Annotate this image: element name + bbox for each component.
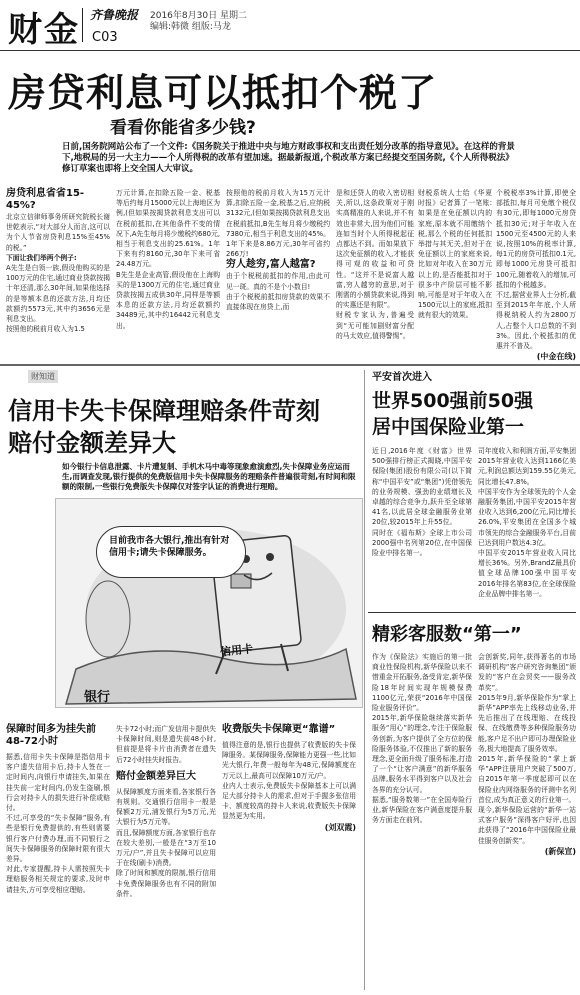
- story1-col5: [418, 188, 492, 321]
- story1-col1-text2: A先生是白领一族,假设他购买的是100万元的住宅,通过商业贷款按揭十年还清,那么30年间,如果他选择的是等额本息的还款方法,月均还款额约5573元,其中约3656元是利息支出。: [6, 264, 110, 324]
- story2-lead: 如今银行卡信息泄露、卡片遭复制、手机木马中毒等现象愈演愈烈,失卡保障业务应运而生,而调查发现,银行提供的免费版信用卡失卡保障服务的理赔条件普遍很苛刻,有时间和限额的限制,一些银行免费版失卡保障仅对签字认证的消费进行理赔。: [62, 462, 356, 491]
- story3-col2-text2: 中国平安作为全球领先的个人金融服务集团,中国平安2015年营业收入达到6,200亿元,同比增长26.0%,平安集团在全国多个城市领先的综合金融服务平台,目前已达到用户数达4.3亿。: [478, 487, 576, 547]
- story2-col2-text2: 从保障额度方面来看,各家银行各有规则。交通银行信用卡一般是保额2万元,浦发银行为5万元,光大银行为5万元等。: [116, 787, 216, 827]
- story1-col6: [496, 188, 576, 362]
- header-divider: [82, 8, 83, 42]
- story2-subhead2: 赔付金额差异巨大: [116, 770, 196, 782]
- story1-col2-text: 万元计算,在扣除五险一金、税基等后约每月15000元以上海地区为例,(但如果按揭贷款利息支出可以在税前抵扣,在其他条件不变的情况下,A先生每月将少缴税约680元,相当于利息支出的25.61%。1年下来有约8160元,30年下来可省24.48万元。: [116, 189, 220, 269]
- story2-credit: (刘双霞): [324, 822, 356, 832]
- story1-subhead2: 下面让我们举两个例子:: [6, 253, 77, 262]
- story4-col2-text2: 2015年9月,新华保险作为“掌上新华”APP率先上线移动业务,并先后推出了在线理赔、在线投保、在线缴费等多种保险服务功能,客户足不出户即可办理保险业务,极大地提高了服务效率。: [478, 693, 576, 753]
- story1-col1-text: 北京立信律师事务所研究院税长谢世乾表示,“对大部分人而言,这可以为个人节省房贷利息15%至45%的税。”: [6, 213, 110, 252]
- story1-subhead3: 穷人趁穷,富人越富?: [226, 259, 316, 271]
- column-divider: [364, 370, 365, 990]
- story2-subhead1: 保障时间多为挂失前48-72小时: [6, 724, 96, 747]
- story2-col2: [116, 724, 216, 899]
- story4-col2: [478, 652, 576, 857]
- story4-headline: 精彩客服数“第一”: [372, 624, 522, 645]
- story1-col1: [6, 188, 110, 334]
- issue-date: 2016年8月30日 星期二: [150, 11, 247, 21]
- story1-subhead1: 房贷利息省省15-45%?: [6, 188, 85, 211]
- editors-line: 编辑:韩微 组版:马龙: [150, 22, 231, 32]
- story4-col2-text: 会创新奖,同年,获得著名的市场调研机构“客户研究咨询集团”颁发的“客户在会贸奖——服务改革奖”。: [478, 653, 576, 692]
- story2-col2-text4: 除了时间和额度的限制,银行信用卡免费保障服务也有不同的附加条件。: [116, 869, 216, 898]
- story3-headline2: 居中国保险业第一: [372, 416, 525, 438]
- newspaper-logo: 齐鲁晚报: [90, 8, 139, 22]
- story2-col1-text: 据悉,信用卡失卡保障是指信用卡客户遗失信用卡后,持卡人签在一定时间内,向银行申请挂失,如果在挂失前一定时间内,仍发生盗刷,银行会对持卡人的损失进行补偿或赔付。: [6, 753, 110, 813]
- header-rule: [0, 50, 580, 51]
- story2-col1-text3: 对此,专家提醒,持卡人需按照失卡理赔服务相关规定的要求,及时申请挂失,方可享受相应理赔。: [6, 865, 110, 894]
- story1-col4-text2: 财税专家认为,普遍受到“无可能加剧财富分配的马太效应,值得警惕”。: [336, 311, 414, 340]
- story2-col3: [222, 724, 356, 833]
- card-label: 信用卡: [219, 642, 254, 659]
- story4-col1-text2: 2015年,新华保险继续落实新华服务“用心”的理念,专注于保险服务创新,为客户提供了全方位的保险服务体验,不仅推出了新的服务理念,更全面升级了服务标准,打造了一个“让客户满意”的新华服务品牌,服务水平得到客户以及社会各界的充分认可。: [372, 714, 472, 794]
- story1-col3-text: 按照他的税前月收入为15万元计算,扣除五险一金,税基之后,应纳税3132元,(但如果按揭贷款利息支出在税前抵扣,B先生每月将少缴税约7380元,相当于利息支出的45%。1年下来是8.86万元,30年可省约266万!: [226, 189, 330, 259]
- story2-headline2: 赔付金额差异大: [8, 429, 176, 457]
- story3-kicker: 平安首次进入: [372, 372, 432, 383]
- story1-credit: (中金在线): [536, 352, 576, 362]
- story3-bottom-rule: [368, 612, 576, 613]
- story2-col3-text: 值得注意的是,银行也提供了收费版的失卡保障服务。某保障服务,保障能力更强一些,比如光大银行,年费一般每年为48元,保障额度在万元以上,最高可以保障10万元/户。: [222, 741, 356, 780]
- story2-col1-text2: 不过,可享受的“失卡保障”服务,有些是银行免费提供的,有些则需要银行客户付费办理,而不同银行之间失卡保障服务的保障时限有很大差异。: [6, 814, 110, 864]
- story2-col3-text2: 业内人士表示,免费版失卡保障基本上可以满足大部分持卡人的需求,但对于手握多张信用卡、额度较高的持卡人来说,收费版失卡保障显然更为实用。: [222, 781, 356, 821]
- hand-label: 银行: [84, 690, 111, 705]
- story4-col2-text3: 2015年,新华保险的“掌上新华”APP注册用户突破了500万,自2015年第一季度起即可以在保险业内网络服务的评测中名列首位,成为真正意义的行业第一。: [478, 755, 576, 804]
- story2-col2-text: 失卡72小时;而广发信用卡提供失卡保障时间,则是遗失前48小时,但前提是将卡片由消费者在遗失后72小时挂失时报告。: [116, 725, 216, 764]
- story4-credit: (新保宣): [544, 846, 576, 856]
- story1-col4-text: 是和还贷人的收入密切相关,所以,这条政策对于刚实高精准的人来说,并不有效也非常大,因为他们可能连如当时个人所得税起征点都达不到。而如果放下这次免征额的收入,才能获得可观的收益和可贷性。“这并不是说富人越富,穷人越穷的意思,对于刚需的小额贷款来说,得到的实惠还是有限”。: [336, 189, 414, 310]
- story3-col2: [478, 446, 576, 599]
- story1-col4: [336, 188, 414, 341]
- story1-col3: [226, 188, 330, 312]
- story4-col1: [372, 652, 472, 825]
- story1-col3-text2: 由于个税税前抵扣的作用,由此可见一斑。真的不是个小数目!: [226, 272, 330, 291]
- story2-col2-text3: 而且,保障额度方面,各家银行也存在较大差别,一般是在“3万至10万元/户”,并且失卡保障可以应用于在线(刷卡)消费。: [116, 828, 216, 868]
- story1-col6-text2: 不过,据营业界人士分析,截至到2015年年底,个人所得税纳税人约为2800万人,占整个人口总数的不到3%。因此,个税抵扣的优惠并不普及。: [496, 291, 576, 351]
- story1-col5-text: 财税系统人士给《华夏时报》记者算了一笔账:如果是在免征额以内的家庭,原本就不用缴纳个税,那么个税的任何抵扣举措与其无关,但对于在免征额以上的家庭来说,比如对年收入在30万元以上的,是否能抵扣对于很多中产阶层可能不影响,可能是对于年收入在1500元以上的家庭,抵扣就有很大的效果。: [418, 189, 492, 320]
- story2-col1: [6, 724, 110, 895]
- story3-col2-text: 司年度收入和利润方面,平安集团2015年营业收入达到1166亿美元,利润总额达到159.55亿美元,同比增长47.8%。: [478, 447, 576, 486]
- story4-col2-text4: 现今,新华保险运营的“新华一站式客户服务”深得客户好评,也因此获得了“2016年中国保险业最佳服务创新奖”。: [478, 806, 576, 845]
- story3-headline1: 世界500强前50强: [372, 390, 534, 412]
- story2-subhead3: 收费版失卡保障更“靠谱”: [222, 724, 336, 735]
- cartoon-caption: 目前我市各大银行,推出有针对信用卡;请失卡保障服务。: [109, 536, 230, 558]
- story2-headline1: 信用卡失卡保障理赔条件苛刻: [8, 397, 320, 425]
- story4-col1-text3: 据悉,“服务数第一”在全国寿险行业,新华保险在客户满意度提升服务方面走在前列。: [372, 795, 472, 825]
- story3-col2-text3: 中国平安2015年营业收入同比增长36%。另外,BrandZ最具价值全球品牌100强中国平安2016年排名第83位,在全球保险企业品牌中排名第一。: [478, 549, 576, 598]
- story1-lead: 日前,国务院网站公布了一个文件:《国务院关于推进中央与地方财政事权和支出责任划分改革的指导意见》。在这样的背景下,地税局的另一大主力——个人所得税的改革有望加速。据最新报道,个税改革方案已经提交至国务院,《个人所得税法》修订草案也即将上交全国人大审议。: [62, 142, 515, 174]
- story1-col2-text2: B先生是企业高管,假设他在上海购买的是1300万元的住宅,通过商业贷款按揭五成供30年,同样是等额本息的还款方法,月均还款额约34489元,其中约16442元利息支出。: [116, 270, 220, 330]
- story3-col1-text2: 同时在《福布斯》全球上市公司2000强中名列第20位,在中国保险业中排名第一。: [372, 528, 472, 558]
- story1-bottom-rule: [0, 364, 580, 366]
- story4-col1-text: 作为《保险法》实施后的第一批商业性保险机构,新华保险以来不惜重金开拓服务,备受肯定,新华保险18年时间实现年规模保费1100亿元,荣获“2016年中国保险业服务评价”。: [372, 653, 472, 713]
- story1-col3-text3: 由于个税税前抵扣房贷款的效果不直接体现在房贷上,而: [226, 292, 330, 312]
- story1-col2: [116, 188, 220, 331]
- story3-col1-text: 近日,2016年度《财富》世界500强排行榜正式揭晓,中国平安保险(集团)股份有限公司(以下简称“中国平安”或“集团”)凭借领先的业务规模、强劲的业绩增长及卓越的综合竞争力,跃升至全球第41名,以此居全球金融服务业第20位,较2015年上升55位。: [372, 447, 472, 527]
- story3-col1: [372, 446, 472, 558]
- cartoon-speech-bubble: [96, 526, 246, 578]
- story1-deck: 看看你能省多少钱?: [110, 118, 256, 138]
- story1-headline: 房贷利息可以抵扣个税了: [8, 71, 438, 115]
- story1-col1-text3: 按照他的税前月收入为1.5: [6, 325, 85, 334]
- story2-kicker: 财知道: [28, 370, 58, 383]
- story1-col6-text: 个税税率3%计算,即使全部抵扣,每月可免缴个税仅有30元,即每1000元房贷抵扣30元;对于年收入在1500元至4500元的人来说,按照10%的税率计算,每1元的房贷可抵扣0.1元,即每1000元房贷可抵扣100元,随着收入的增加,可抵扣的个税越多。: [496, 189, 576, 289]
- page-number: C03: [92, 30, 118, 45]
- section-title: 财金: [8, 10, 80, 50]
